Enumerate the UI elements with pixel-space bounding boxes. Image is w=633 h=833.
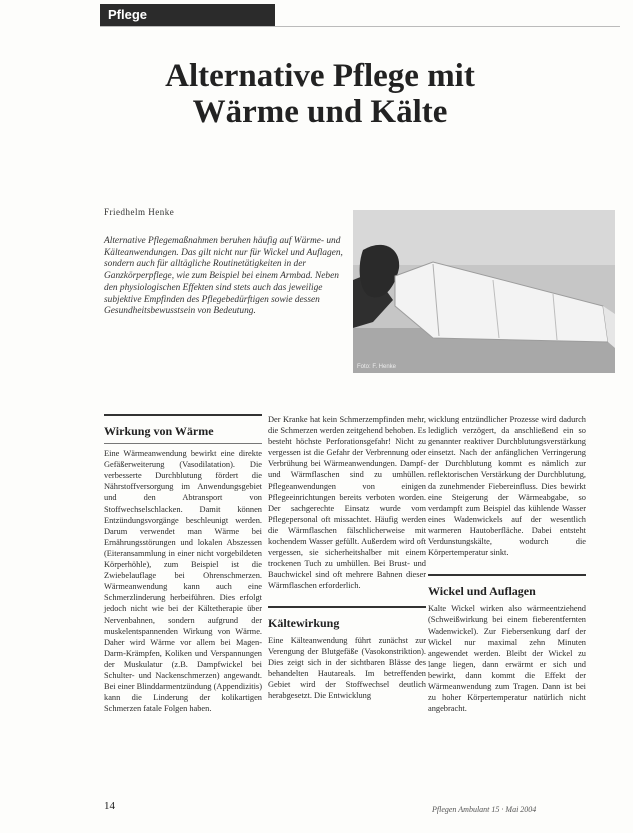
title-line-2: Wärme und Kälte	[192, 94, 448, 130]
column-3	[428, 414, 586, 714]
section-tag: Pflege	[100, 4, 275, 26]
column-rule	[428, 574, 586, 576]
col3-body-1: wicklung entzündlicher Prozesse wird dadurch lediglich verzögert, da anschließend ein so genannter reaktiver Durchblutungsverstärkung einsetzt. Nach der anfänglichen Verringerung der Durchblutung kommt es nämlich zur reflektorischen Verstärkung der Durchblutung, da zunehmender Fiebereinfluss. Dies bewirkt eine Steigerung der Wärmeabgabe, so verdampft zum Beispiel das kühlende Wasser eines Wadenwickels auf der wesentlich warmeren Hautoberfläche. Dabei entsteht Verdunstungskälte, wodurch die Körpertemperatur sinkt.	[428, 415, 586, 558]
intro-lead: Alternative Pflegemaßnahmen beruhen häufig auf Wärme- und Kälteanwendungen. Das gilt nicht nur für Wickel und Auflagen, sondern auch für alltägliche Routinetätigkeiten in der Ganzkörperpflege, wie zum Beispiel bei einem Armbad. Neben den physiologischen Effekten sind stets auch das jeweilige subjektive Empfinden des Pflegebedürftigen sowie dessen Gesundheitsbewusstsein von Bedeutung.	[104, 236, 343, 317]
page-number: 14	[104, 800, 115, 812]
author-byline: Friedhelm Henke	[104, 207, 175, 217]
article-title	[60, 58, 580, 130]
photo-credit: Foto: F. Henke	[357, 364, 397, 370]
heading-wirkung-von-waerme: Wirkung von Wärme	[104, 424, 214, 438]
leg-wrap-photo	[353, 210, 615, 373]
column-1	[104, 414, 262, 714]
heading-kaeltewirkung: Kältewirkung	[268, 615, 340, 630]
column-rule	[104, 414, 262, 416]
col3-body-2: Kalte Wickel wirken also wärmeentziehend (Schweißwirkung bei einem fieberentfernten Wadenwickel). Zur Fiebersenkung darf der Wickel nur maximal zehn Minuten angewendet werden. Bleibt der Wickel zu lange liegen, dann erwärmt er sich und bewirkt, dann kommt die Effekt der Wärmeanwendung zum Tragen. Dann ist bei zu hoher Körpertemperatur natürlich nicht angebracht.	[428, 604, 586, 714]
col2-body-2: Eine Kälteanwendung führt zunächst zur Verengung der Blutgefäße (Vasokonstriktion). Dies zeigt sich in der sichtbaren Blässe des behandelten Hautareals. Im betreffenden Gebiet wird der Stoffwechsel deutlich herabgesetzt. Die Entwicklung	[268, 635, 426, 701]
col2-body-1: Der Kranke hat kein Schmerzempfinden mehr, die Schmerzen werden zeitgehend behoben. Es besteht höchste Perforationsgefahr! Nicht zu vergessen ist die Gefahr der Verbrennung oder Verbrühung bei Wärmeanwendungen. Dampf- und Wärmflaschen sind zu umhüllen. Pflegeanwendungen von einigen Pflegeeinrichtungen bereits verboten worden. Der sachgerechte Einsatz wurde vom Pflegepersonal oft missachtet. Häufig werden die Wärmflaschen fälschlicherweise mit kochendem Wasser gefüllt. Außerdem wird oft vergessen, sie sicherheitshalber mit einem trockenen Tuch zu umhüllen. Bei Brust- und Bauchwickel sind oft mehrere Bahnen dieser Wärmflaschen erforderlich.	[268, 415, 426, 591]
column-2	[268, 414, 426, 701]
col1-body: Eine Wärmeanwendung bewirkt eine direkte Gefäßerweiterung (Vasodilatation). Die verbesserte Durchblutung fördert die Nährstoffversorgung im Anwendungsgebiet und den Abtransport von Stoffwechselschlacken. Damit können Entzündungsvorgänge beschleunigt werden. Darum verwendet man Wärme bei Ernährungsstörungen und lokalen Abszessen (Eiteransammlung in einer nicht vorgebildeten Körperhöhle), zum Beispiel ist die Zwiebelauflage bei Ohrenschmerzen. Wärmeanwendung kann auch eine Schmerzlinderung herbeiführen. Dies erfolgt jedoch nicht wie bei der Kältetherapie über Nervenbahnen, sondern aufgrund der muskelentspannenden Wirkung von Wärme. Daher wird Wärme vor allem bei Magen-Darm-Krämpfen, Koliken und Verspannungen der Muskulatur (z.B. Dampfwickel bei Schulter- und Nackenschmerzen) angewandt. Bei einer Blinddarmentzündung (Appendizitis) kann die Linderung der kolikartigen Schmerzen fatale Folgen haben.	[104, 449, 262, 714]
heading-wickel-und-auflagen: Wickel und Auflagen	[428, 584, 536, 599]
photo-illustration	[353, 210, 615, 373]
title-line-1: Alternative Pflege mit	[165, 58, 475, 94]
heading-rule	[104, 443, 262, 444]
publication-footer: Pflegen Ambulant 15 · Mai 2004	[432, 805, 537, 814]
top-divider	[100, 26, 620, 27]
column-rule	[268, 606, 426, 608]
